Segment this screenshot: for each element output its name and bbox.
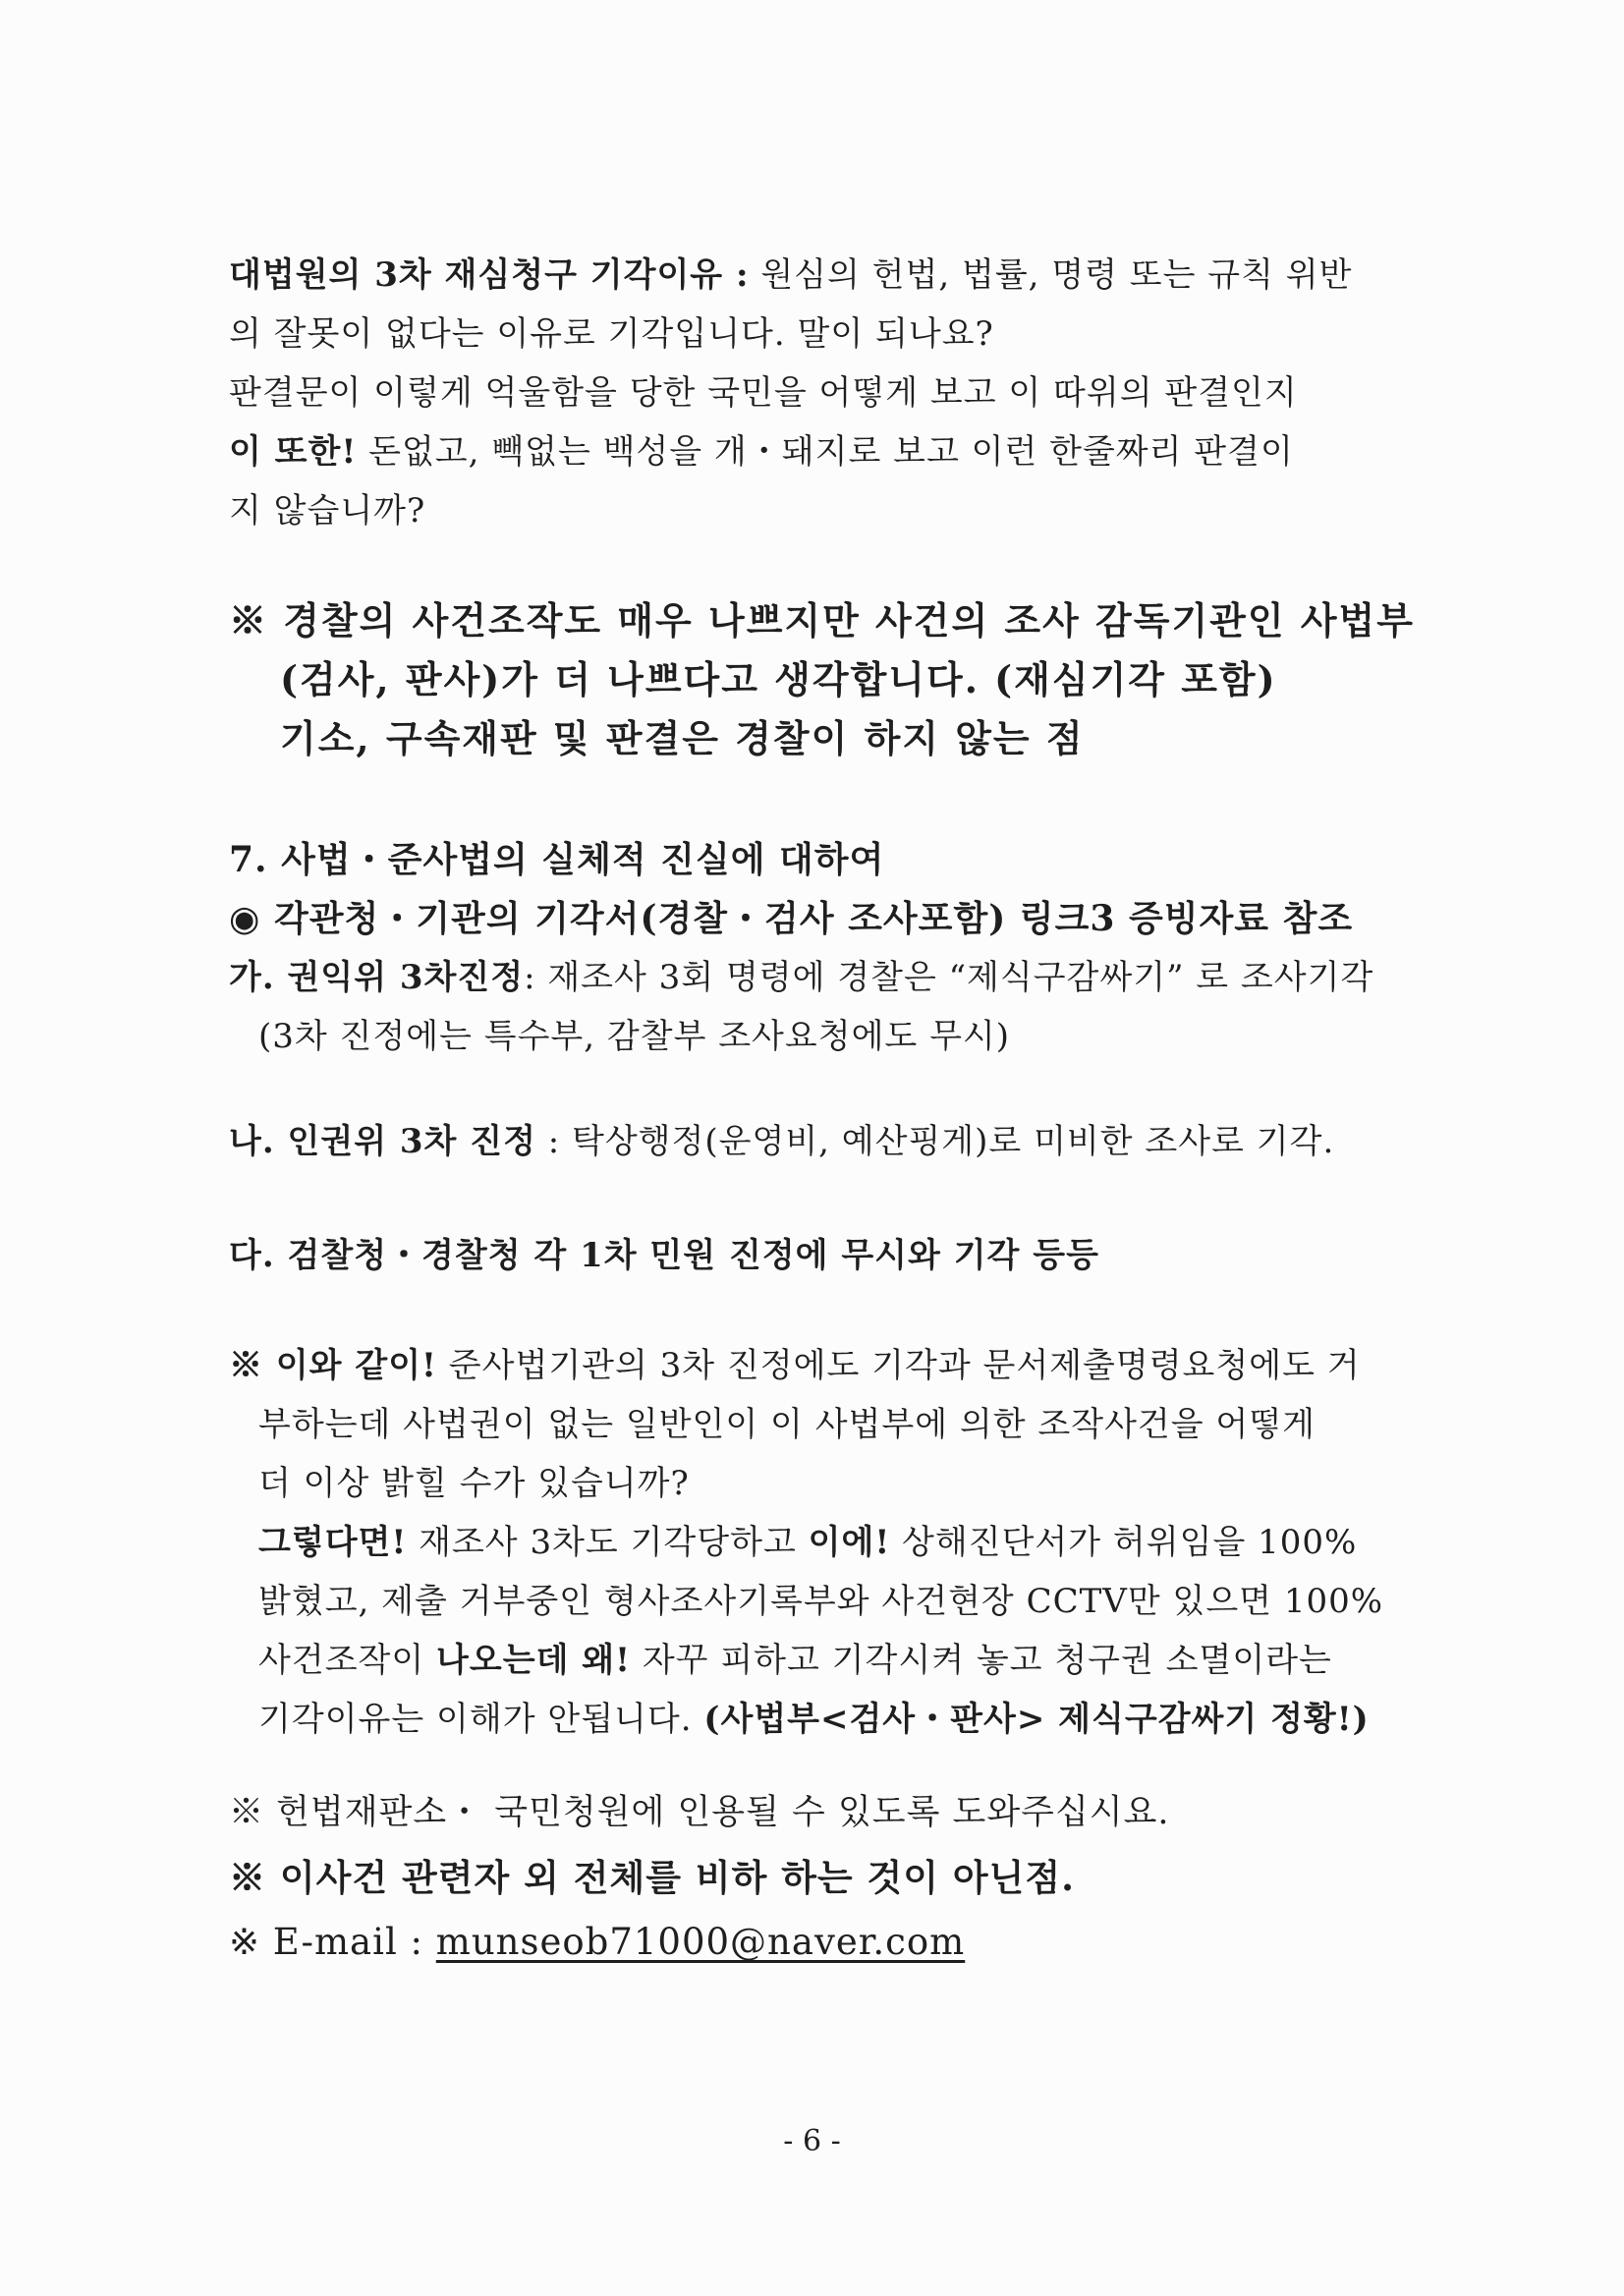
page-number: - 6 - bbox=[783, 2124, 841, 2158]
note-line bbox=[229, 1336, 1398, 1395]
note-line: (검사, 판사)가 더 나쁘다고 생각합니다. (재심기각 포함) bbox=[280, 657, 1277, 701]
bold-phrase: 이 또한! bbox=[229, 432, 358, 472]
text-span: 재조사 3차도 기각당하고 bbox=[407, 1523, 809, 1562]
item-ga bbox=[229, 948, 1398, 1007]
note-line: 기소, 구속재판 및 판결은 경찰이 하지 않는 점 bbox=[280, 716, 1085, 760]
paragraph-supreme-court bbox=[229, 246, 1398, 540]
text-span: 준사법기관의 3차 진정에도 기각과 문서제출명령요청에도 거 bbox=[436, 1346, 1361, 1385]
item-da-block bbox=[229, 1226, 1398, 1285]
email-line bbox=[229, 1910, 1398, 1975]
text-span: 자꾸 피하고 기각시켜 놓고 청구권 소멸이라는 bbox=[631, 1641, 1332, 1680]
item-da: 다. 검찰청・경찰청 각 1차 민원 진정에 무시와 기각 등등 bbox=[229, 1236, 1099, 1275]
bold-phrase: 그렇다면! bbox=[258, 1523, 408, 1562]
bold-phrase: ※ 이와 같이! bbox=[229, 1346, 437, 1385]
email-label: ※ E-mail : bbox=[229, 1921, 436, 1963]
paragraph-line: 판결문이 이렇게 억울함을 당한 국민을 어떻게 보고 이 따위의 판결인지 bbox=[229, 373, 1298, 413]
note-line: 밝혔고, 제출 거부중인 형사조사기록부와 사건현장 CCTV만 있으면 100% bbox=[258, 1582, 1384, 1621]
text-span: 돈없고, 빽없는 백성을 개・돼지로 보고 이런 한줄짜리 판결이 bbox=[357, 432, 1294, 472]
closing-notes bbox=[229, 1780, 1398, 1975]
bold-phrase: 대법원의 3차 재심청구 기각이유 : bbox=[229, 255, 750, 295]
section-7 bbox=[229, 830, 1398, 1066]
item-na bbox=[229, 1112, 1398, 1171]
paragraph-line: 지 않습니까? bbox=[229, 491, 426, 531]
text-span: 기각이유는 이해가 안됩니다. bbox=[258, 1700, 704, 1739]
paragraph-line: 의 잘못이 없다는 이유로 기각입니다. 말이 되나요? bbox=[229, 314, 994, 354]
item-na-block bbox=[229, 1112, 1398, 1171]
note-police-judiciary bbox=[229, 591, 1415, 768]
reference-line: ◉ 각관청・기관의 기각서(경찰・검사 조사포함) 링크3 증빙자료 참조 bbox=[229, 898, 1354, 939]
closing-line-disclaimer: ※ 이사건 관련자 외 전체를 비하 하는 것이 아닌점. bbox=[229, 1856, 1076, 1899]
text-span: : 탁상행정(운영비, 예산핑게)로 미비한 조사로 기각. bbox=[535, 1122, 1335, 1161]
note-line bbox=[229, 1690, 1398, 1749]
bold-phrase: 이에! bbox=[808, 1523, 891, 1562]
note-line bbox=[229, 1631, 1398, 1690]
note-like-this bbox=[229, 1336, 1398, 1749]
paragraph-line bbox=[229, 246, 1398, 305]
closing-line-petition: ※ 헌법재판소・ 국민청원에 인용될 수 있도록 도와주십시요. bbox=[229, 1793, 1170, 1832]
bold-phrase: 나. 인권위 3차 진정 bbox=[229, 1122, 536, 1161]
note-line: ※ 경찰의 사건조작도 매우 나쁘지만 사건의 조사 감독기관인 사법부 bbox=[229, 598, 1415, 643]
text-span: 원심의 헌법, 법률, 명령 또는 규칙 위반 bbox=[749, 255, 1353, 295]
paragraph-line bbox=[229, 422, 1398, 481]
note-line bbox=[229, 1513, 1398, 1572]
text-span: 사건조작이 bbox=[258, 1641, 437, 1680]
text-span: 상해진단서가 허위임을 100% bbox=[890, 1523, 1358, 1562]
bold-phrase: 가. 권익위 3차진정 bbox=[229, 958, 525, 997]
text-span: : 재조사 3회 명령에 경찰은 “제식구감싸기” 로 조사기각 bbox=[524, 958, 1374, 997]
item-ga-sub: (3차 진정에는 특수부, 감찰부 조사요청에도 무시) bbox=[258, 1017, 1011, 1056]
bold-phrase: 나오는데 왜! bbox=[436, 1641, 632, 1680]
note-line: 부하는데 사법권이 없는 일반인이 이 사법부에 의한 조작사건을 어떻게 bbox=[258, 1405, 1316, 1444]
note-line: 더 이상 밝힐 수가 있습니까? bbox=[258, 1464, 690, 1503]
section-heading: 7. 사법・준사법의 실체적 진실에 대하여 bbox=[229, 839, 885, 880]
email-link[interactable]: munseob71000@naver.com bbox=[435, 1921, 966, 1963]
bold-phrase: (사법부<검사・판사> 제식구감싸기 정황!) bbox=[703, 1700, 1370, 1739]
